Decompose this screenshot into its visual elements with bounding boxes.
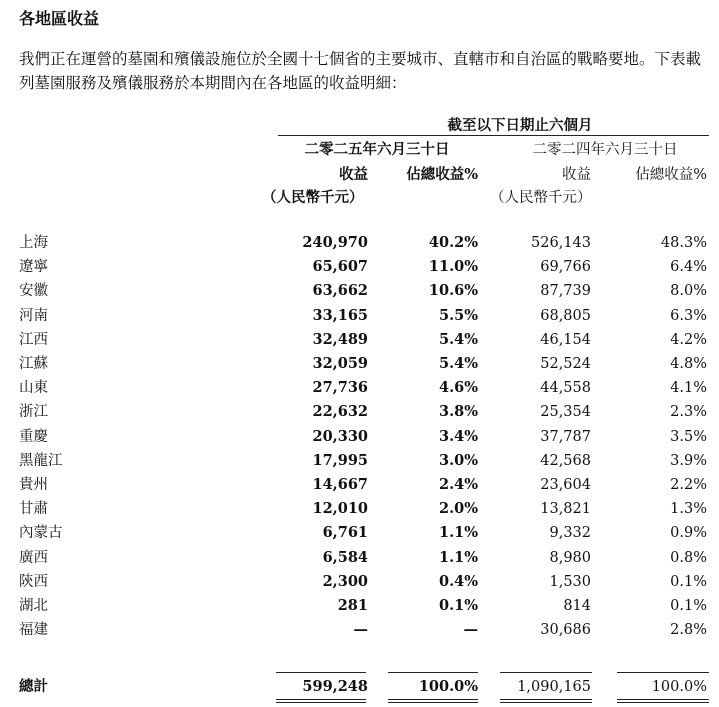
revenue-2024: 13,821 <box>540 501 591 517</box>
region-name: 重慶 <box>19 429 48 445</box>
pct-2025: 3.8% <box>438 403 478 420</box>
region-name: 內蒙古 <box>19 525 63 541</box>
table-row <box>0 352 719 376</box>
revenue-2024: 69,766 <box>540 259 591 275</box>
pct-2025: 4.6% <box>438 379 478 396</box>
revenue-2025: 32,059 <box>312 355 368 372</box>
unit-2024: （人民幣千元） <box>490 190 592 206</box>
pct-2024: 0.9% <box>670 525 707 541</box>
unit-2025: （人民幣千元） <box>262 189 364 206</box>
total-double-rule-4b <box>617 702 709 703</box>
total-pct-2025: 100.0% <box>418 678 478 695</box>
revenue-2024: 87,739 <box>540 283 591 299</box>
pct-2025: 1.1% <box>438 549 478 566</box>
revenue-2024: 9,332 <box>549 525 591 541</box>
region-name: 甘肅 <box>19 501 48 517</box>
revenue-2024: 44,558 <box>540 380 591 396</box>
total-rev-2025: 599,248 <box>302 678 368 695</box>
section-title: 各地區收益 <box>19 9 100 28</box>
pct-2025: 2.4% <box>438 476 478 493</box>
table-row <box>0 376 719 400</box>
total-top-rule-rev-2025 <box>276 672 366 673</box>
revenue-2024: 526,143 <box>531 235 591 251</box>
region-name: 陝西 <box>19 574 48 590</box>
revenue-2025: 2,300 <box>322 573 368 590</box>
pct-2024: 6.3% <box>670 308 707 324</box>
pct-2025: 11.0% <box>428 258 478 275</box>
intro-paragraph: 我們正在運營的墓園和殯儀設施位於全國十七個省的主要城市、直轄市和自治區的戰略要地。下表載列墓園服務及殯儀服務於本期間內在各地區的收益明細： <box>19 50 702 92</box>
revenue-2024: 814 <box>563 598 591 614</box>
table-row <box>0 473 719 497</box>
pct-2025: 2.0% <box>438 500 478 517</box>
region-name: 福建 <box>19 622 48 638</box>
revenue-2025: 17,995 <box>312 452 368 469</box>
pct-2025: 40.2% <box>428 234 478 251</box>
total-double-rule-4a <box>617 699 709 700</box>
col-revenue-2025: 收益 <box>339 166 368 183</box>
col-pct-2024: 佔總收益% <box>635 167 707 183</box>
pct-2024: 2.3% <box>670 404 707 420</box>
period-2025-header: 二零二五年六月三十日 <box>304 141 450 158</box>
total-double-rule-3a <box>500 699 592 700</box>
table-row <box>0 255 719 279</box>
pct-2024: 0.1% <box>670 574 707 590</box>
revenue-2024: 30,686 <box>540 622 591 638</box>
region-name: 湖北 <box>19 598 48 614</box>
pct-2024: 0.1% <box>670 598 707 614</box>
revenue-2025: 22,632 <box>312 403 368 420</box>
period-header: 截至以下日期止六個月 <box>447 117 593 134</box>
revenue-2024: 52,524 <box>540 356 591 372</box>
col-revenue-2024: 收益 <box>562 167 591 183</box>
region-name: 黑龍江 <box>19 453 63 469</box>
total-double-rule-1b <box>276 702 366 703</box>
period-header-rule <box>278 135 709 136</box>
revenue-2025: 32,489 <box>312 331 368 348</box>
pct-2024: 2.2% <box>670 477 707 493</box>
revenue-2025: 240,970 <box>302 234 368 251</box>
total-top-rule-rev-2024 <box>500 672 592 673</box>
total-top-rule-pct-2025 <box>388 672 478 673</box>
table-row <box>0 328 719 352</box>
region-name: 上海 <box>19 235 48 251</box>
pct-2024: 3.9% <box>670 453 707 469</box>
revenue-2024: 46,154 <box>540 332 591 348</box>
pct-2024: 6.4% <box>670 259 707 275</box>
revenue-2024: 68,805 <box>540 308 591 324</box>
region-name: 浙江 <box>19 404 48 420</box>
region-name: 安徽 <box>19 283 48 299</box>
pct-2024: 2.8% <box>670 622 707 638</box>
pct-2025: 3.4% <box>438 428 478 445</box>
table-row <box>0 231 719 255</box>
total-top-rule-pct-2024 <box>617 672 709 673</box>
revenue-2025: 33,165 <box>312 307 368 324</box>
revenue-2025: 14,667 <box>312 476 368 493</box>
table-row <box>0 400 719 424</box>
revenue-2024: 42,568 <box>540 453 591 469</box>
revenue-2024: 37,787 <box>540 429 591 445</box>
pct-2024: 0.8% <box>670 550 707 566</box>
total-rev-2024: 1,090,165 <box>517 679 591 695</box>
pct-2024: 4.2% <box>670 332 707 348</box>
table-row <box>0 570 719 594</box>
revenue-2025: 12,010 <box>312 500 368 517</box>
table-row <box>0 594 719 618</box>
pct-2025: 5.4% <box>438 355 478 372</box>
table-row <box>0 279 719 303</box>
total-double-rule-2b <box>388 702 478 703</box>
revenue-2025: 63,662 <box>312 282 368 299</box>
total-double-rule-3b <box>500 702 592 703</box>
table-row <box>0 449 719 473</box>
pct-2024: 48.3% <box>660 235 707 251</box>
revenue-2025: 281 <box>337 597 368 614</box>
region-name: 貴州 <box>19 477 48 493</box>
table-row <box>0 546 719 570</box>
region-name: 廣西 <box>19 550 48 566</box>
pct-2024: 1.3% <box>670 501 707 517</box>
region-name: 遼寧 <box>19 259 48 275</box>
revenue-2025: 65,607 <box>312 258 368 275</box>
revenue-2025: 27,736 <box>312 379 368 396</box>
pct-2025: 10.6% <box>428 282 478 299</box>
total-pct-2024: 100.0% <box>651 679 707 695</box>
pct-2025: 0.1% <box>438 597 478 614</box>
revenue-2025: 6,584 <box>322 549 368 566</box>
period-2024-header: 二零二四年六月三十日 <box>532 142 678 158</box>
pct-2025: 3.0% <box>438 452 478 469</box>
col-pct-2025: 佔總收益% <box>406 166 478 183</box>
revenue-2024: 8,980 <box>549 550 591 566</box>
revenue-2024: 23,604 <box>540 477 591 493</box>
revenue-2025: 20,330 <box>312 428 368 445</box>
total-label: 總計 <box>19 678 48 695</box>
table-row <box>0 304 719 328</box>
pct-2025: 1.1% <box>438 524 478 541</box>
revenue-2025: 6,761 <box>322 524 368 541</box>
pct-2025: 0.4% <box>438 573 478 590</box>
pct-2024: 3.5% <box>670 429 707 445</box>
pct-2024: 4.8% <box>670 356 707 372</box>
revenue-2024: 25,354 <box>540 404 591 420</box>
table-row <box>0 521 719 545</box>
revenue-2025: — <box>353 621 368 638</box>
table-row <box>0 497 719 521</box>
pct-2024: 4.1% <box>670 380 707 396</box>
total-double-rule-2a <box>388 699 478 700</box>
table-row <box>0 425 719 449</box>
pct-2024: 8.0% <box>670 283 707 299</box>
pct-2025: 5.5% <box>438 307 478 324</box>
total-double-rule-1a <box>276 699 366 700</box>
region-name: 江蘇 <box>19 356 48 372</box>
table-row <box>0 618 719 642</box>
total-row <box>0 675 719 699</box>
region-name: 江西 <box>19 332 48 348</box>
pct-2025: — <box>463 621 478 638</box>
region-name: 河南 <box>19 308 48 324</box>
region-name: 山東 <box>19 380 48 396</box>
pct-2025: 5.4% <box>438 331 478 348</box>
revenue-2024: 1,530 <box>549 574 591 590</box>
